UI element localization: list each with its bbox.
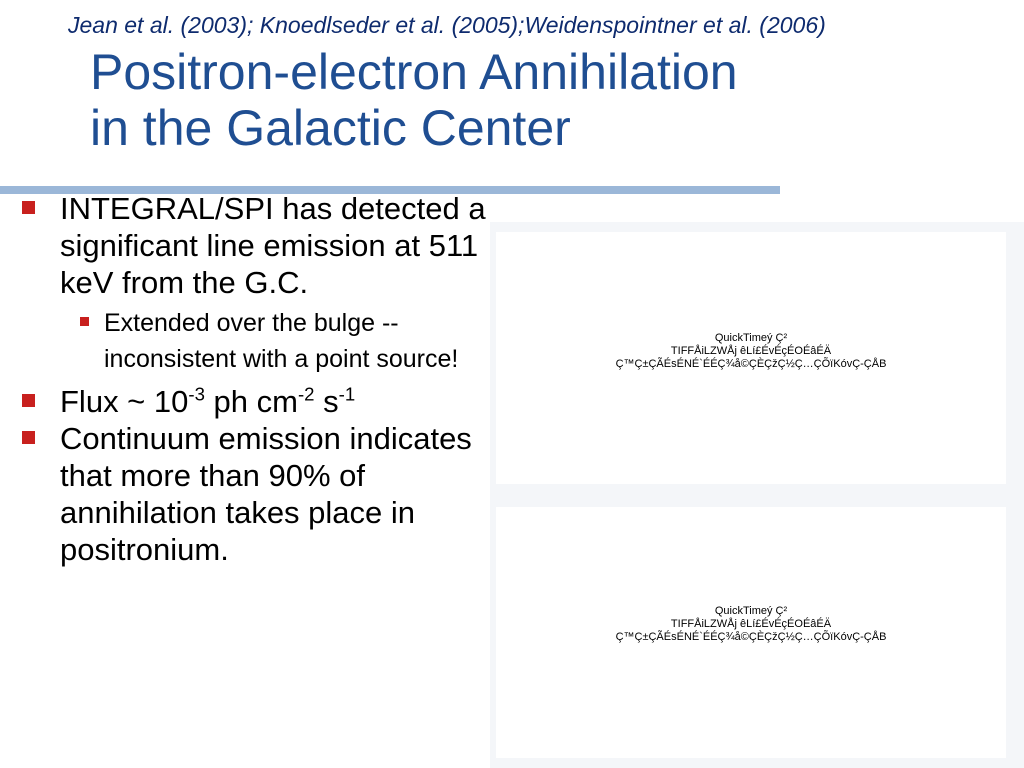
flux-mid: ph cm [204,384,298,419]
bullet-list [20,190,500,568]
bullet-square-icon [22,431,35,444]
quicktime-line-2: TIFFÅiLZWÅj êLí£ÉvÉçÉOÉâÉÄ [670,618,832,630]
quicktime-message [496,605,1006,644]
quicktime-line-1: QuickTimeý Ç² [714,605,788,617]
flux-exp-2: -2 [297,383,315,405]
bullet-text: INTEGRAL/SPI has detected a significant line emission at 511 keV from the G.C. [60,191,486,300]
title-line-1: Positron-electron Annihilation [90,44,738,100]
quicktime-line-3: Ç™Ç±ÇÃÉsÉNÉ`ÉÉÇ¾å©ÇÈÇžÇ½Ç…ÇÕïKóvÇ-ÇÅB [615,631,887,643]
flux-prefix: Flux ~ 10 [60,384,189,419]
bullet-item-flux [20,383,500,420]
bullet-text: Continuum emission indicates that more than 90% of annihilation takes place in positronium. [60,421,472,567]
sub-bullet-square-icon [80,317,89,326]
slide-title [90,44,990,156]
image-placeholder-top [496,232,1006,484]
sub-bullet-text: Extended over the bulge -- inconsistent with a point source! [104,309,459,373]
flux-exp-3: -1 [338,383,356,405]
bullet-item [20,190,500,301]
quicktime-message [496,332,1006,371]
quicktime-line-2: TIFFÅiLZWÅj êLí£ÉvÉçÉOÉâÉÄ [670,345,832,357]
sub-bullet-item [60,305,500,377]
quicktime-line-1: QuickTimeý Ç² [714,332,788,344]
bullet-item [20,420,500,568]
bullet-square-icon [22,201,35,214]
image-placeholder-bottom [496,507,1006,758]
flux-text [60,384,355,419]
citation: Jean et al. (2003); Knoedlseder et al. (2005);Weidenspointner et al. (2006) [68,12,826,38]
flux-mid-2: s [314,384,339,419]
title-line-2: in the Galactic Center [90,100,571,156]
bullet-square-icon [22,394,35,407]
quicktime-line-3: Ç™Ç±ÇÃÉsÉNÉ`ÉÉÇ¾å©ÇÈÇžÇ½Ç…ÇÕïKóvÇ-ÇÅB [615,358,887,370]
flux-exp-1: -3 [188,383,205,405]
